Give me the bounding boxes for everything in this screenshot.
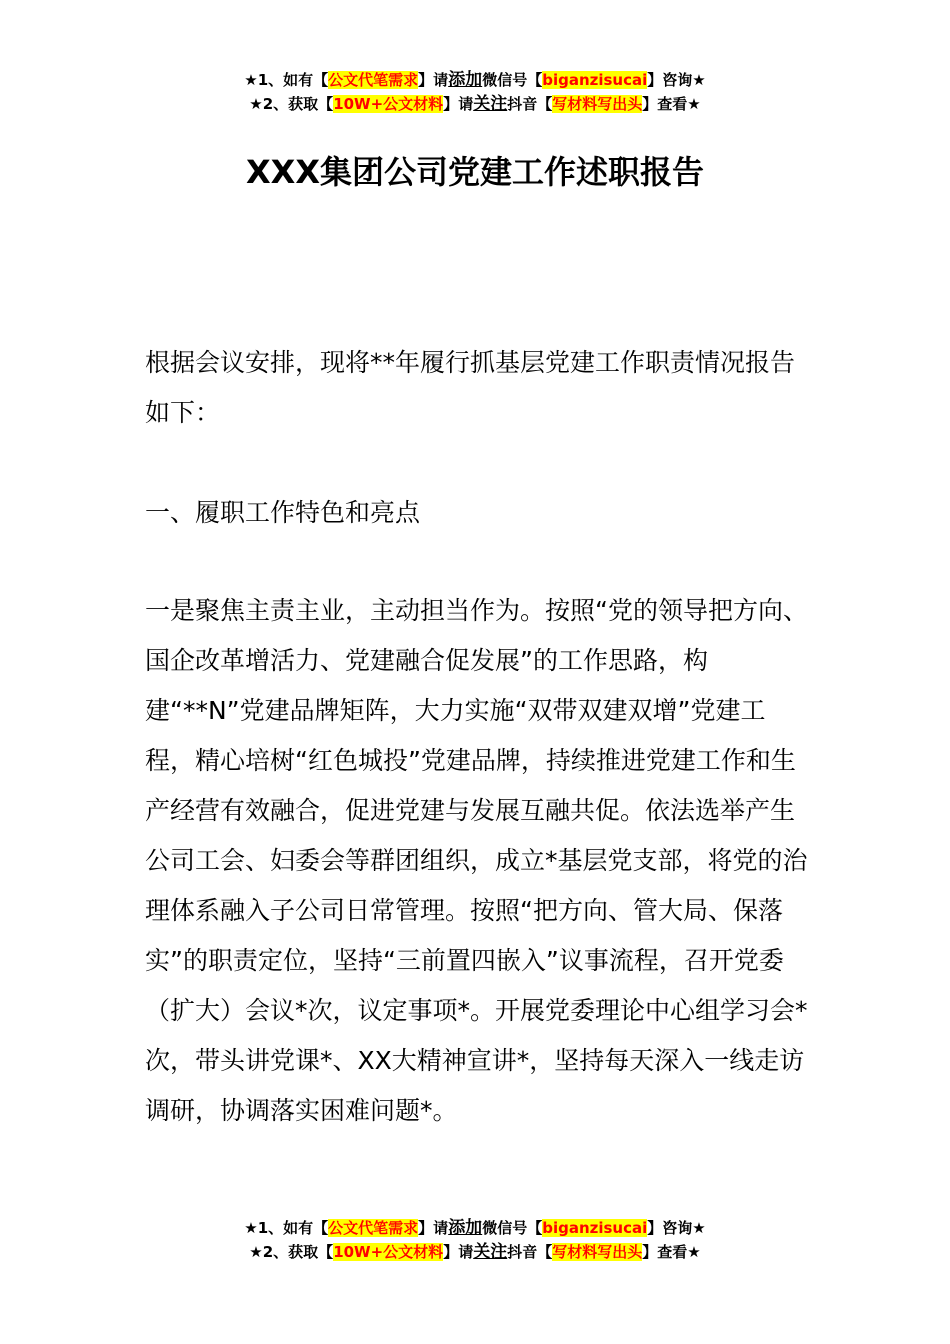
promo-highlight: 10W+公文材料 bbox=[333, 1243, 444, 1261]
promo-footer bbox=[0, 1216, 950, 1264]
section-heading-text: 一、履职工作特色和亮点 bbox=[145, 498, 421, 527]
promo-text: 】查看★ bbox=[642, 95, 701, 113]
promo-header bbox=[0, 68, 950, 116]
promo-highlight: 公文代笔需求 bbox=[328, 1219, 419, 1237]
promo-text: ★1、如有【 bbox=[244, 71, 329, 89]
document-title: XXX集团公司党建工作述职报告 bbox=[245, 153, 705, 191]
promo-text: 】请 bbox=[418, 71, 449, 89]
promo-text: 抖音【 bbox=[507, 95, 553, 113]
promo-text: 】咨询★ bbox=[647, 71, 706, 89]
promo-emphasis: 添加 bbox=[448, 70, 483, 90]
section-heading bbox=[145, 488, 813, 538]
promo-emphasis: 关注 bbox=[473, 1242, 508, 1262]
promo-text: ★2、获取【 bbox=[249, 95, 334, 113]
promo-highlight: 公文代笔需求 bbox=[328, 71, 419, 89]
promo-text: 微信号【 bbox=[482, 71, 543, 89]
promo-line-1 bbox=[0, 68, 950, 92]
promo-text: 】请 bbox=[443, 95, 474, 113]
promo-text: 】查看★ bbox=[642, 1243, 701, 1261]
promo-line-2 bbox=[0, 92, 950, 116]
promo-text: ★2、获取【 bbox=[249, 1243, 334, 1261]
promo-douyin-id: 写材料写出头 bbox=[552, 1243, 643, 1261]
promo-text: ★1、如有【 bbox=[244, 1219, 329, 1237]
promo-wechat-id: biganzisucai bbox=[542, 71, 648, 89]
section-paragraph-text: 一是聚焦主责主业，主动担当作为。按照“党的领导把方向、国企改革增活力、党建融合促发展”的工作思路，构建“**N”党建品牌矩阵，大力实施“双带双建双增”党建工程，精心培树“红色城投”党建品牌，持续推进党建工作和生产经营有效融合，促进党建与发展互融共促。依法选举产生公司工会、妇委会等群团组织，成立*基层党支部，将党的治理体系融入子公司日常管理。按照“把方向、管大局、保落实”的职责定位，坚持“三前置四嵌入”议事流程，召开党委（扩大）会议*次，议定事项*。开展党委理论中心组学习会*次，带头讲党课*、XX大精神宣讲*，坚持每天深入一线走访调研，协调落实困难问题*。 bbox=[145, 596, 808, 1125]
promo-text: 】咨询★ bbox=[647, 1219, 706, 1237]
section-paragraph bbox=[145, 586, 813, 1136]
promo-emphasis: 关注 bbox=[473, 94, 508, 114]
promo-line-2 bbox=[0, 1240, 950, 1264]
promo-douyin-id: 写材料写出头 bbox=[552, 95, 643, 113]
promo-text: 】请 bbox=[418, 1219, 449, 1237]
intro-text: 根据会议安排，现将**年履行抓基层党建工作职责情况报告如下： bbox=[145, 348, 796, 427]
promo-text: 抖音【 bbox=[507, 1243, 553, 1261]
promo-text: 】请 bbox=[443, 1243, 474, 1261]
promo-emphasis: 添加 bbox=[448, 1218, 483, 1238]
promo-wechat-id: biganzisucai bbox=[542, 1219, 648, 1237]
promo-highlight: 10W+公文材料 bbox=[333, 95, 444, 113]
intro-paragraph bbox=[145, 338, 813, 438]
promo-text: 微信号【 bbox=[482, 1219, 543, 1237]
promo-line-1 bbox=[0, 1216, 950, 1240]
